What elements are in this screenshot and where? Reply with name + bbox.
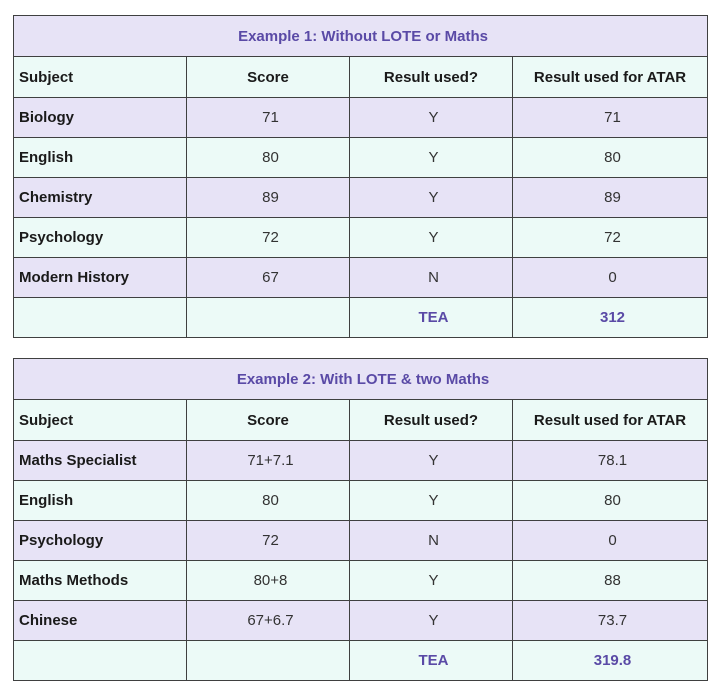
header-result-used: Result used? [350,400,513,441]
table-row [14,441,708,481]
result-used-cell: Y [350,441,513,481]
tea-label: TEA [350,298,513,338]
score-cell: 89 [187,178,350,218]
result-used-cell: N [350,258,513,298]
header-subject: Subject [14,57,187,98]
subject-cell: English [14,138,187,178]
table-row [14,138,708,178]
atar-result-cell: 72 [513,218,708,258]
subject-cell: Modern History [14,258,187,298]
header-score: Score [187,57,350,98]
atar-result-cell: 89 [513,178,708,218]
atar-result-cell: 0 [513,258,708,298]
score-cell: 80 [187,481,350,521]
example-2-title: Example 2: With LOTE & two Maths [14,359,708,400]
atar-result-cell: 88 [513,561,708,601]
atar-result-cell: 73.7 [513,601,708,641]
result-used-cell: Y [350,178,513,218]
example-2-header-row [14,400,708,441]
example-1-header-row [14,57,708,98]
score-cell: 80+8 [187,561,350,601]
result-used-cell: Y [350,561,513,601]
header-subject: Subject [14,400,187,441]
atar-result-cell: 78.1 [513,441,708,481]
header-result-used: Result used? [350,57,513,98]
example-1-table [13,15,708,338]
score-cell: 71 [187,98,350,138]
tea-value: 319.8 [513,641,708,681]
score-cell: 72 [187,521,350,561]
table-row [14,561,708,601]
atar-result-cell: 71 [513,98,708,138]
result-used-cell: Y [350,218,513,258]
example-1-title-row [14,16,708,57]
example-1-total-row [14,298,708,338]
table-row [14,258,708,298]
subject-cell: Psychology [14,218,187,258]
example-1-table-container [13,15,707,338]
atar-result-cell: 80 [513,481,708,521]
result-used-cell: Y [350,98,513,138]
atar-result-cell: 80 [513,138,708,178]
example-1-title: Example 1: Without LOTE or Maths [14,16,708,57]
score-cell: 80 [187,138,350,178]
subject-cell: Chinese [14,601,187,641]
score-cell: 72 [187,218,350,258]
subject-cell: Maths Methods [14,561,187,601]
score-cell: 67+6.7 [187,601,350,641]
empty-cell [14,641,187,681]
result-used-cell: Y [350,601,513,641]
table-row [14,481,708,521]
subject-cell: Psychology [14,521,187,561]
empty-cell [187,298,350,338]
header-result-used-for-atar: Result used for ATAR [513,400,708,441]
score-cell: 71+7.1 [187,441,350,481]
empty-cell [14,298,187,338]
example-2-table [13,358,708,681]
subject-cell: Maths Specialist [14,441,187,481]
tea-label: TEA [350,641,513,681]
subject-cell: English [14,481,187,521]
example-2-total-row [14,641,708,681]
result-used-cell: N [350,521,513,561]
empty-cell [187,641,350,681]
atar-result-cell: 0 [513,521,708,561]
subject-cell: Chemistry [14,178,187,218]
table-row [14,601,708,641]
table-row [14,218,708,258]
example-2-table-container [13,358,707,681]
table-row [14,178,708,218]
result-used-cell: Y [350,138,513,178]
subject-cell: Biology [14,98,187,138]
example-2-title-row [14,359,708,400]
table-row [14,98,708,138]
header-result-used-for-atar: Result used for ATAR [513,57,708,98]
tea-value: 312 [513,298,708,338]
score-cell: 67 [187,258,350,298]
table-row [14,521,708,561]
result-used-cell: Y [350,481,513,521]
header-score: Score [187,400,350,441]
